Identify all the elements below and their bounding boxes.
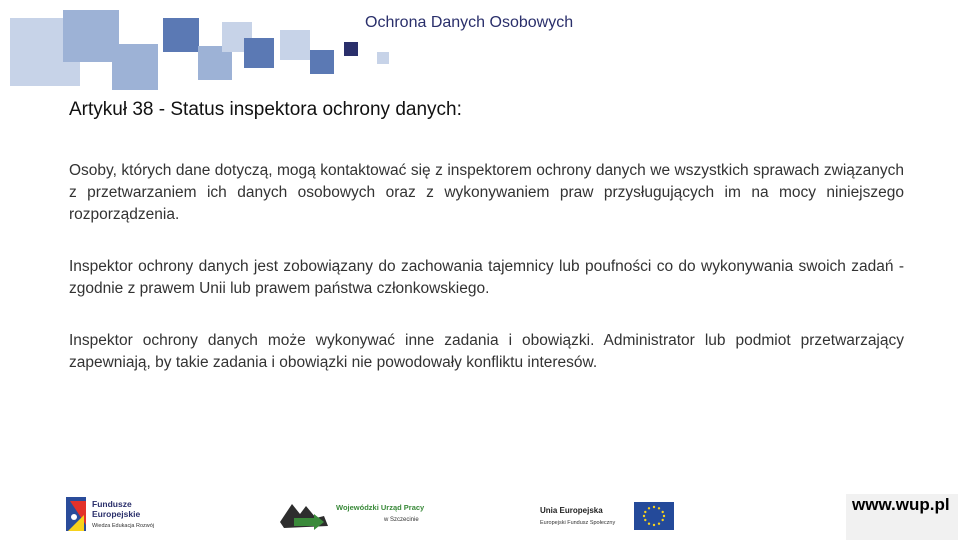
article-paragraph-2: Inspektor ochrony danych jest zobowiązany do zachowania tajemnicy lub poufności co do wykonywania swoich zadań - zgodnie z prawem Unii lub prawem państwa członkowskiego.: [69, 258, 904, 297]
fundusze-europejskie-logo: [66, 495, 176, 535]
header-decoration: [0, 0, 400, 100]
wup-logo-line2: w Szczecinie: [384, 517, 419, 523]
fe-logo-line3: Wiedza Edukacja Rozwój: [92, 523, 155, 529]
wup-logo-line1: Wojewódzki Urząd Pracy: [336, 503, 425, 512]
fe-logo-line2: Europejskie: [92, 509, 141, 519]
article-paragraph-1: Osoby, których dane dotyczą, mogą kontaktować się z inspektorem ochrony danych we wszystkich sprawach związanych z przetwarzaniem ich danych osobowych oraz z wykonywaniem praw przysługujących im na mocy niniejszego rozporządzenia.: [69, 162, 904, 223]
fe-logo-line1: Fundusze: [92, 499, 132, 509]
page-header-title: Ochrona Danych Osobowych: [365, 14, 574, 31]
website-url-box: [846, 494, 958, 540]
wup-szczecin-logo: [280, 496, 440, 532]
website-url[interactable]: www.wup.pl: [852, 495, 950, 514]
article-body: [69, 160, 904, 404]
article-heading: Artykuł 38 - Status inspektora ochrony danych:: [69, 99, 462, 120]
ue-logo-line2: Europejski Fundusz Społeczny: [540, 520, 616, 526]
ue-logo-line1: Unia Europejska: [540, 506, 603, 515]
article-paragraph-3: Inspektor ochrony danych może wykonywać inne zadania i obowiązki. Administrator lub podmiot przetwarzający zapewniają, by takie zadania i obowiązki nie powodowały konfliktu interesów.: [69, 332, 904, 371]
unia-europejska-logo: [538, 500, 678, 534]
